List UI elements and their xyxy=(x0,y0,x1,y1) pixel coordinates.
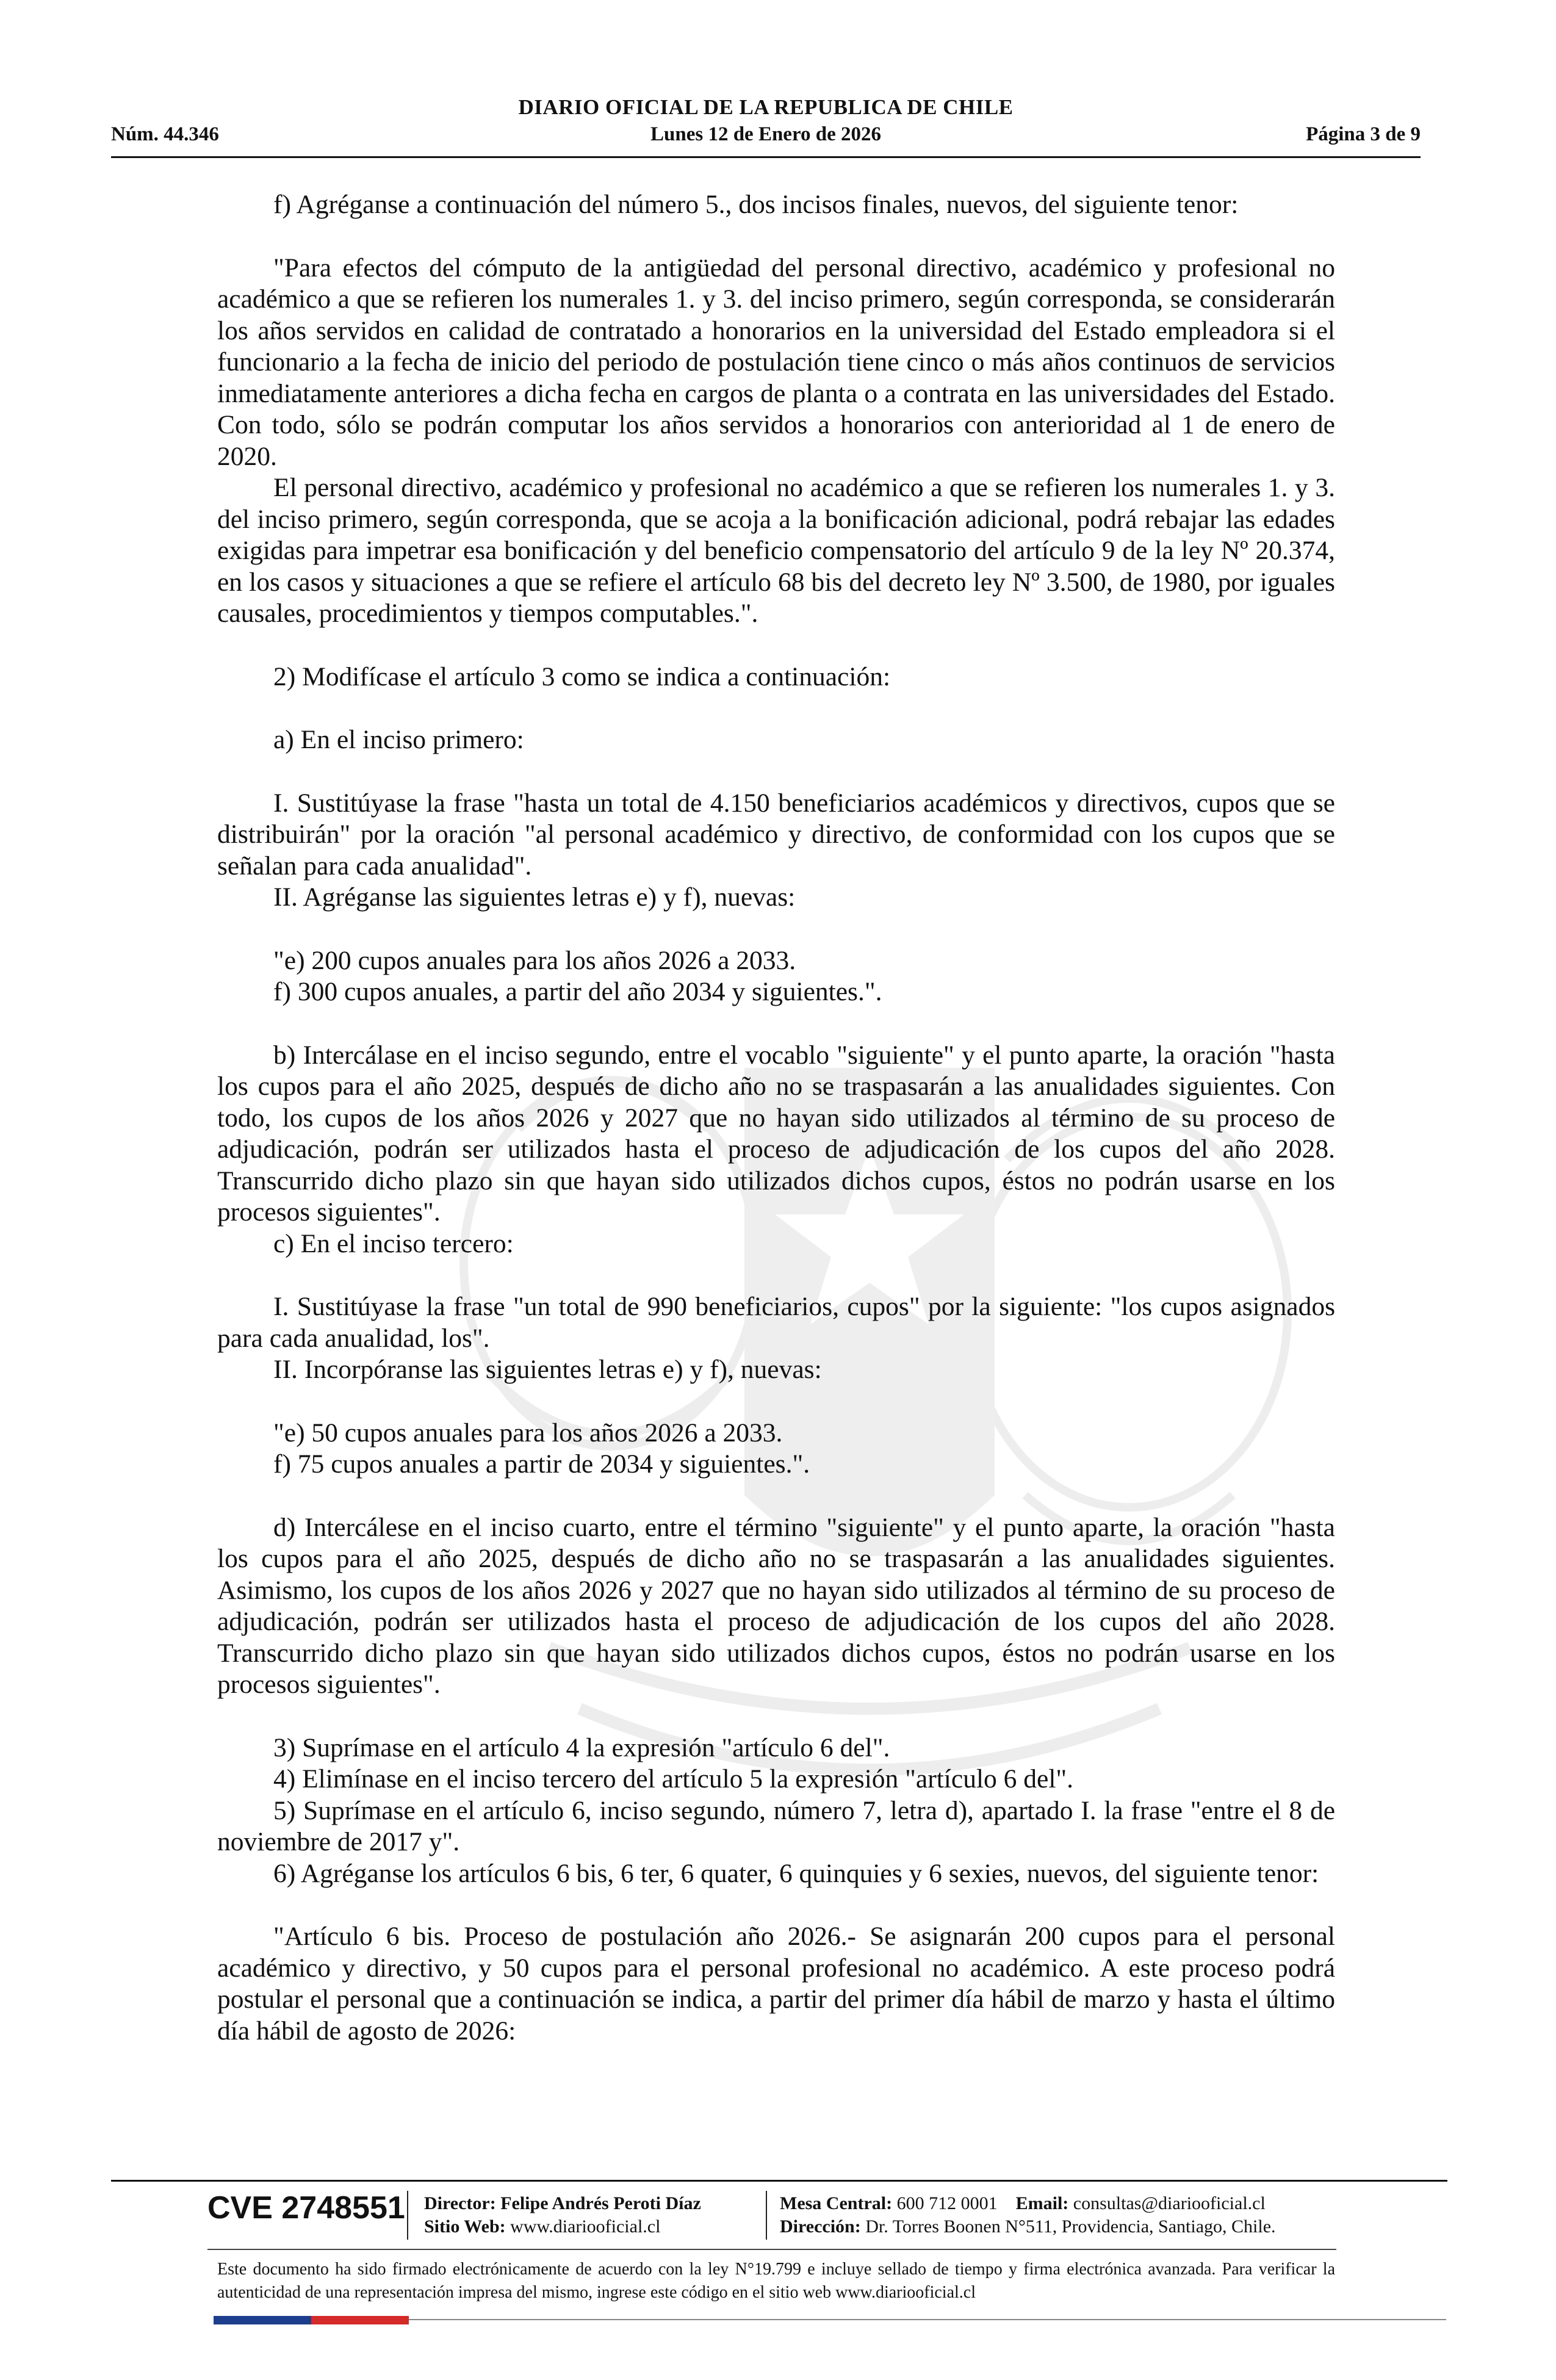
paragraph: b) Intercálase en el inciso segundo, entre el vocablo "siguiente" y el punto aparte, la oración "hasta los cupos para el año 2025, después de dicho año no se traspasarán a las anualidades siguientes. Con todo, los cupos de los años 2026 y 2027 que no hayan sido utilizados al término de su proceso de adjudicación, podrán ser utilizados hasta el proceso de adjudicación de los cupos del año 2028. Transcurrido dicho plazo sin que hayan sido utilizados dichos cupos, éstos no podrán usarse en los procesos siguientes". xyxy=(217,1040,1335,1227)
paragraph: "Artículo 6 bis. Proceso de postulación año 2026.- Se asignarán 200 cupos para el personal académico y directivo, y 50 cupos para el personal profesional no académico. A este proceso podrá postular el personal que a continuación se indica, a partir del primer día hábil de marzo y hasta el último día hábil de agosto de 2026: xyxy=(217,1922,1335,2046)
paragraph: 5) Suprímase en el artículo 6, inciso segundo, número 7, letra d), apartado I. la frase "entre el 8 de noviembre de 2017 y". xyxy=(217,1795,1335,1856)
paragraph: II. Incorpóranse las siguientes letras e) y f), nuevas: xyxy=(273,1355,822,1384)
footer-separator xyxy=(407,2191,408,2240)
issue-date: Lunes 12 de Enero de 2026 xyxy=(650,123,882,145)
paragraph: a) En el inciso primero: xyxy=(273,725,524,754)
page-header xyxy=(111,92,1421,159)
paragraph: 4) Elimínase en el inciso tercero del artículo 5 la expresión "artículo 6 del". xyxy=(273,1764,1074,1794)
website-label: Sitio Web: xyxy=(424,2216,506,2237)
flag-red-segment xyxy=(311,2316,409,2324)
paragraph: "e) 200 cupos anuales para los años 2026 a 2033. xyxy=(273,945,796,975)
mesa-phone: 600 712 0001 xyxy=(896,2193,998,2213)
footer-divider-mid xyxy=(207,2249,1336,2250)
paragraph: f) 300 cupos anuales, a partir del año 2034 y siguientes.". xyxy=(273,977,882,1006)
footer-contact-block xyxy=(780,2192,1276,2238)
paragraph: 6) Agréganse los artículos 6 bis, 6 ter, 6 quater, 6 quinquies y 6 sexies, nuevos, del siguiente tenor: xyxy=(273,1858,1319,1888)
paragraph: c) En el inciso tercero: xyxy=(273,1228,514,1258)
flag-blue-segment xyxy=(214,2316,311,2324)
footer-divider-bottom xyxy=(409,2319,1446,2320)
email-label: Email: xyxy=(1015,2193,1069,2213)
paragraph: II. Agréganse las siguientes letras e) y f), nuevas: xyxy=(273,882,796,912)
paragraph: I. Sustitúyase la frase "un total de 990 beneficiarios, cupos" por la siguiente: "los cupos asignados para cada anualidad, los". xyxy=(217,1292,1335,1353)
director-name: Felipe Andrés Peroti Díaz xyxy=(500,2193,701,2213)
paragraph: d) Intercálese en el inciso cuarto, entre el término "siguiente" y el punto aparte, la oración "hasta los cupos para el año 2025, después de dicho año no se traspasarán a las anualidades siguientes. Asimismo, los cupos de los años 2026 y 2027 que no hayan sido utilizados al término de su proceso de adjudicación, podrán ser utilizados hasta el proceso de adjudicación de los cupos del año 2028. Transcurrido dicho plazo sin que hayan sido utilizados dichos cupos, éstos no podrán usarse en los procesos siguientes". xyxy=(217,1512,1335,1699)
header-divider xyxy=(111,156,1421,158)
footer-divider-top xyxy=(111,2180,1447,2182)
legal-notice: Este documento ha sido firmado electrónicamente de acuerdo con la ley N°19.799 e incluye sellado de tiempo y firma electrónica avanzada. Para verificar la autenticidad de una representación impresa del mismo, ingrese este código en el sitio web www.diariooficial.cl xyxy=(217,2260,1335,2302)
paragraph: "Para efectos del cómputo de la antigüedad del personal directivo, académico y profesional no académico a que se refieren los numerales 1. y 3. del inciso primero, según corresponda, se considerarán los años servidos en calidad de contratado a honorarios en la universidad del Estado empleadora si el funcionario a la fecha de inicio del periodo de postulación tiene cinco o más años continuos de servicios inmediatamente anteriores a dicha fecha en cargos de planta o a contrata en las universidades del Estado. Con todo, sólo se podrán computar los años servidos a honorarios con anterioridad al 1 de enero de 2020. xyxy=(217,253,1335,471)
email-link[interactable]: consultas@diariooficial.cl xyxy=(1073,2193,1266,2213)
mesa-label: Mesa Central: xyxy=(780,2193,893,2213)
document-body xyxy=(217,189,1335,2047)
paragraph: f) Agréganse a continuación del número 5., dos incisos finales, nuevos, del siguiente tenor: xyxy=(273,190,1239,219)
cve-code: CVE 2748551 xyxy=(207,2190,405,2226)
page-number: Página 3 de 9 xyxy=(1306,123,1421,145)
issue-number: Núm. 44.346 xyxy=(111,123,219,145)
paragraph: "e) 50 cupos anuales para los años 2026 a 2033. xyxy=(273,1418,783,1448)
paragraph: I. Sustitúyase la frase "hasta un total de 4.150 beneficiarios académicos y directivos, cupos que se distribuirán" por la oración "al personal académico y directivo, de conformidad con los cupos que se señalan para cada anualidad". xyxy=(217,788,1335,881)
paragraph: 3) Suprímase en el artículo 4 la expresión "artículo 6 del". xyxy=(273,1733,890,1762)
address-label: Dirección: xyxy=(780,2216,861,2237)
director-label: Director: xyxy=(424,2193,496,2213)
footer-separator xyxy=(766,2191,767,2240)
paragraph: f) 75 cupos anuales a partir de 2034 y siguientes.". xyxy=(273,1449,810,1479)
paragraph: 2) Modifícase el artículo 3 como se indica a continuación: xyxy=(273,662,891,691)
footer-director-block xyxy=(424,2192,701,2238)
publication-title: DIARIO OFICIAL DE LA REPUBLICA DE CHILE xyxy=(518,95,1014,119)
address-text: Dr. Torres Boonen N°511, Providencia, Santiago, Chile. xyxy=(865,2216,1276,2237)
website-link[interactable]: www.diariooficial.cl xyxy=(510,2216,661,2237)
chile-flag-stripe xyxy=(214,2316,409,2324)
paragraph: El personal directivo, académico y profesional no académico a que se refieren los numerales 1. y 3. del inciso primero, según corresponda, que se acoja a la bonificación adicional, podrá rebajar las edades exigidas para impetrar esa bonificación y del beneficio compensatorio del artículo 9 de la ley Nº 20.374, en los casos y situaciones a que se refiere el artículo 68 bis del decreto ley Nº 3.500, de 1980, por iguales causales, procedimientos y tiempos computables.". xyxy=(217,473,1335,628)
